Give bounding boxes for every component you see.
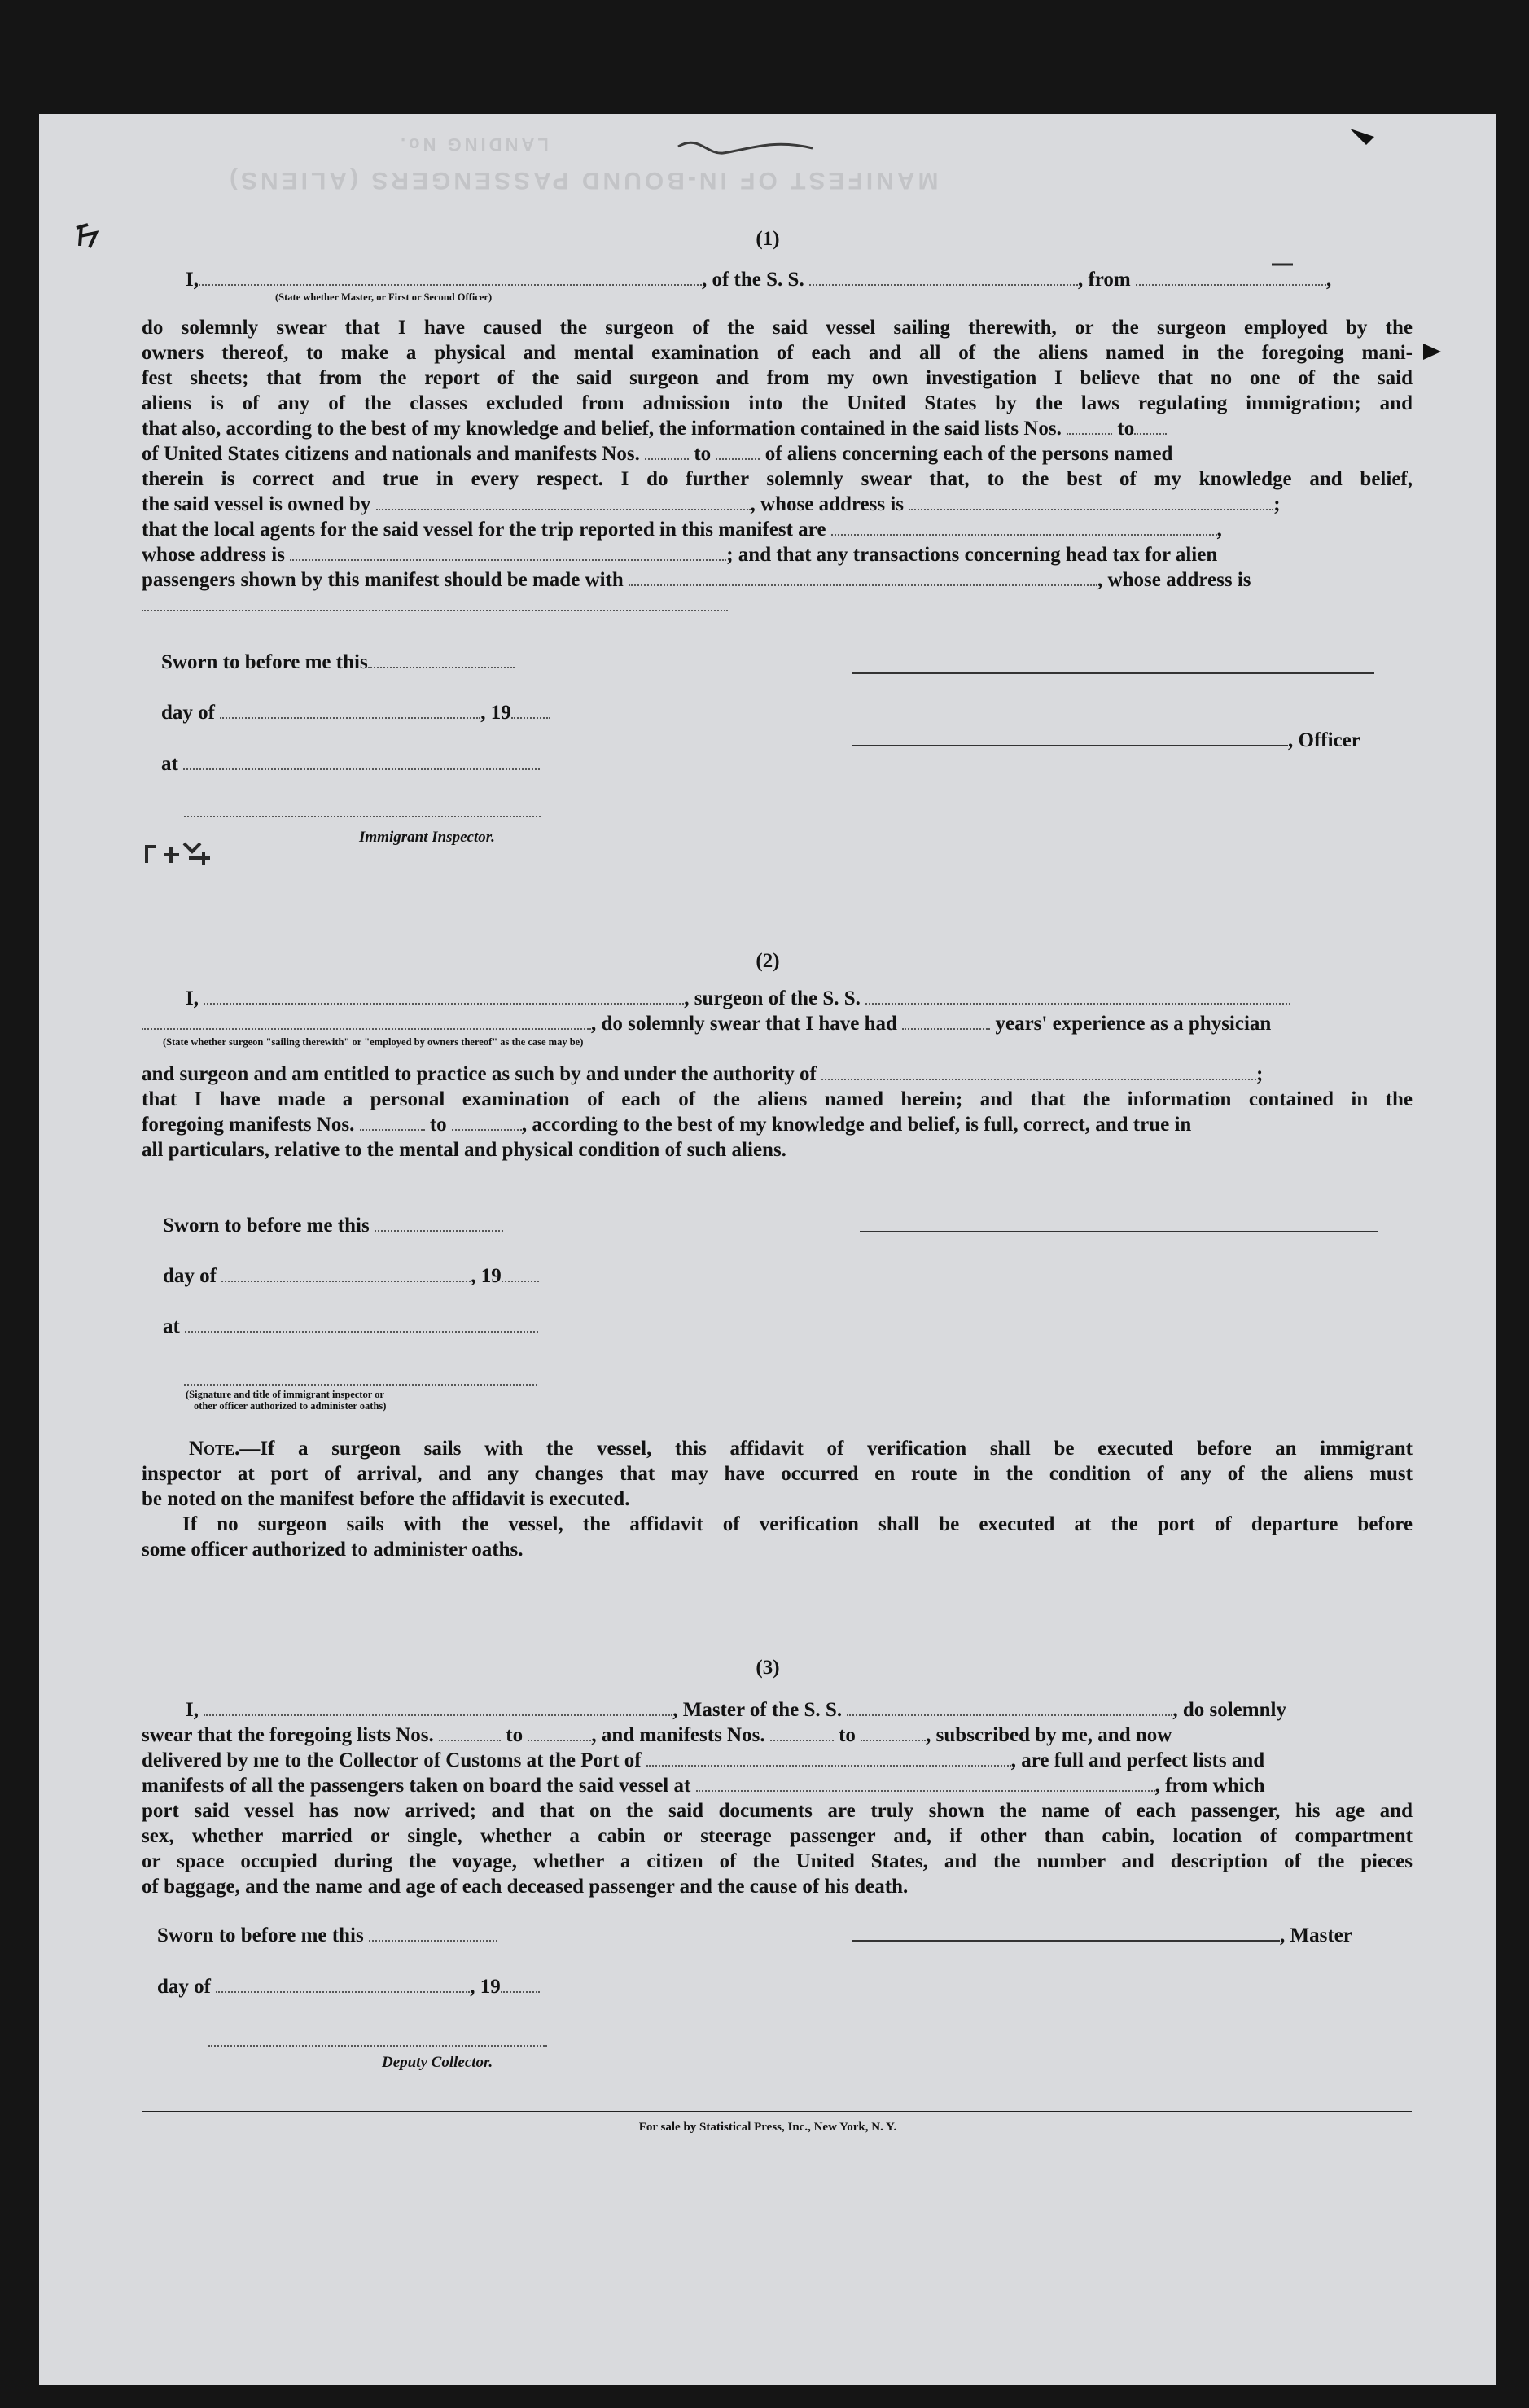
s2-to: to xyxy=(429,1114,447,1136)
s1-day-of: day of xyxy=(161,702,215,724)
s2-sig-caption-1: (Signature and title of immigrant inspector or xyxy=(186,1389,384,1400)
manifest-page xyxy=(39,114,1496,2385)
s3-full-perfect: , are full and perfect lists and xyxy=(1010,1749,1265,1771)
s2-manifests-from-field[interactable] xyxy=(360,1113,425,1131)
s2-p3 xyxy=(142,1112,1191,1137)
s2-note-1-text: —If a surgeon sails with the vessel, this affidavit of verification shall be executed before an immigrant xyxy=(239,1438,1413,1460)
s1-officer-label: , Officer xyxy=(1288,729,1360,751)
s1-inspector-signature-line[interactable] xyxy=(184,816,541,817)
s1-p4: aliens is of any of the classes excluded from admission into the United States by the laws regulating immigration; and xyxy=(142,392,1413,414)
s3-line-5: port said vessel has now arrived; and that on the said documents are truly shown the name of each passenger, his age and xyxy=(142,1800,1413,1822)
s3-taken-at-label: manifests of all the passengers taken on board the said vessel at xyxy=(142,1775,691,1797)
s1-day-row xyxy=(161,700,550,725)
s1-officer-field-2[interactable] xyxy=(852,730,1288,746)
s2-at: at xyxy=(163,1316,180,1338)
s3-line-3 xyxy=(142,1748,1264,1773)
s1-at: at xyxy=(161,753,178,775)
s2-note-2: inspector at port of arrival, and any changes that may have occurred en route in the condition of any of the aliens must xyxy=(142,1463,1413,1485)
s3-year-field[interactable] xyxy=(501,1975,540,1993)
s1-i: I, xyxy=(186,269,199,291)
s1-from-field[interactable] xyxy=(1136,268,1326,286)
footer-rule xyxy=(142,2111,1412,2112)
s1-head-tax-with: passengers shown by this manifest should be made with xyxy=(142,569,624,591)
s1-head-tax-address-field[interactable] xyxy=(142,593,728,611)
s1-from: , from xyxy=(1077,269,1131,291)
s3-master-of-ss: , Master of the S. S. xyxy=(672,1699,843,1721)
s1-p6-text: of United States citizens and nationals and manifests Nos. xyxy=(142,443,640,465)
s2-p4: all particulars, relative to the mental and physical condition of such aliens. xyxy=(142,1139,786,1161)
s2-sworn-label: Sworn to before me this xyxy=(163,1215,370,1237)
form-text xyxy=(39,114,1496,2385)
s2-inspector-signature-line[interactable] xyxy=(184,1384,537,1386)
s2-manifests-to-field[interactable] xyxy=(452,1113,522,1131)
s1-p11 xyxy=(142,567,1251,593)
s2-nineteen: , 19 xyxy=(471,1265,502,1287)
s1-p6 xyxy=(142,441,1172,466)
s3-manifests-to-field[interactable] xyxy=(861,1723,926,1741)
s1-p5-to: to xyxy=(1117,418,1135,440)
s3-line-7: or space occupied during the voyage, whether a citizen of the United States, and the number and description of the pieces xyxy=(142,1850,1413,1872)
s1-p5 xyxy=(142,416,1167,441)
s1-vessel-field[interactable] xyxy=(809,268,1078,286)
s1-owner-field[interactable] xyxy=(376,493,751,510)
s1-officer-signature-line[interactable] xyxy=(852,672,1374,674)
s3-port-field[interactable] xyxy=(646,1749,1011,1767)
show-through-subheader: LANDING No. xyxy=(397,134,549,155)
s3-line-8: of baggage, and the name and age of each deceased passenger and the cause of his death. xyxy=(142,1876,909,1898)
s2-surgeon-type-field[interactable] xyxy=(142,1012,591,1030)
s3-do-solemnly: , do solemnly xyxy=(1172,1699,1286,1721)
s3-manifests-label: , and manifests Nos. xyxy=(591,1724,765,1746)
s3-line-1 xyxy=(186,1697,1286,1723)
s2-surgeon-signature-line[interactable] xyxy=(860,1231,1378,1232)
section-2-number: (2) xyxy=(756,950,780,972)
s3-lists-to: to xyxy=(506,1724,524,1746)
s2-note-3: be noted on the manifest before the affidavit is executed. xyxy=(142,1488,630,1510)
s1-head-tax-text: ; and that any transactions concerning head tax for alien xyxy=(726,544,1218,566)
s2-years-field[interactable] xyxy=(902,1012,990,1030)
s1-p1: do solemnly swear that I have caused the surgeon of the said vessel sailing therewith, or the surgeon employed by the xyxy=(142,317,1413,339)
s1-p9 xyxy=(142,517,1222,542)
s1-line-1 xyxy=(186,267,1331,292)
s3-from-which: , from which xyxy=(1154,1775,1265,1797)
s2-line-1 xyxy=(186,986,1290,1011)
s2-note-5: some officer authorized to administer oaths. xyxy=(142,1539,524,1561)
s3-subscribed: , subscribed by me, and now xyxy=(926,1724,1172,1746)
s3-master-label: , Master xyxy=(1280,1924,1352,1946)
s3-line-2 xyxy=(142,1723,1172,1748)
s2-at-field[interactable] xyxy=(185,1315,538,1333)
s2-note-label: Note. xyxy=(189,1438,240,1460)
s3-day-of: day of xyxy=(157,1976,211,1998)
s3-line-6: sex, whether married or single, whether a cabin or steerage passenger and, if other than cabin, location of compartment xyxy=(142,1825,1413,1847)
s1-p10 xyxy=(142,542,1217,567)
s1-comma: , xyxy=(1326,269,1332,291)
s2-sworn-day-field[interactable] xyxy=(375,1214,503,1232)
s1-at-field[interactable] xyxy=(183,752,540,770)
s1-sworn-label: Sworn to before me this xyxy=(161,651,368,673)
s3-nineteen: , 19 xyxy=(470,1976,501,1998)
s1-owner-address-field[interactable] xyxy=(909,493,1273,510)
s2-according-text: , according to the best of my knowledge and belief, is full, correct, and true in xyxy=(521,1114,1192,1136)
s2-p1 xyxy=(142,1062,1263,1087)
s2-surgeon-of-ss: , surgeon of the S. S. xyxy=(684,987,861,1009)
s1-lists-from-field[interactable] xyxy=(1067,417,1112,435)
s1-owner-address-label: , whose address is xyxy=(750,493,905,515)
s3-master-signature-field[interactable] xyxy=(852,1925,1280,1942)
s1-lists-to-field[interactable] xyxy=(1134,417,1167,435)
s2-authority-label: and surgeon and am entitled to practice as such by and under the authority of xyxy=(142,1063,817,1085)
show-through-header: MANIFEST OF IN-BOUND PASSENGERS (ALIENS) xyxy=(226,167,939,194)
s1-agents-address-field[interactable] xyxy=(290,543,726,561)
s1-manifests-to-field[interactable] xyxy=(716,442,760,460)
s1-semicolon: ; xyxy=(1273,493,1281,515)
s2-day-field[interactable] xyxy=(221,1264,471,1282)
s1-day-field[interactable] xyxy=(220,701,480,719)
s3-lists-label: swear that the foregoing lists Nos. xyxy=(142,1724,434,1746)
s2-manifests-label: foregoing manifests Nos. xyxy=(142,1114,355,1136)
s3-sworn-label: Sworn to before me this xyxy=(157,1924,364,1946)
s3-lists-to-field[interactable] xyxy=(528,1723,591,1741)
s1-p3: fest sheets; that from the report of the said surgeon and from my own investigation I believe that no one of the said xyxy=(142,367,1413,389)
s1-agents-label: that the local agents for the said vessel for the trip reported in this manifest are xyxy=(142,519,826,541)
section-3-number: (3) xyxy=(756,1657,780,1679)
s1-p5-text: that also, according to the best of my knowledge and belief, the information contained in the said lists Nos. xyxy=(142,418,1062,440)
s2-p2: that I have made a personal examination of each of the aliens named herein; and that the information contained in the xyxy=(142,1088,1413,1110)
s1-agents-comma: , xyxy=(1216,519,1222,541)
section-1-number: (1) xyxy=(756,228,780,250)
s1-officer-field[interactable] xyxy=(199,268,702,286)
s3-collector-caption: Deputy Collector. xyxy=(382,2054,493,2071)
s3-manifests-from-field[interactable] xyxy=(770,1723,834,1741)
s2-day-row xyxy=(163,1263,539,1289)
s1-p6-tail: of aliens concerning each of the persons named xyxy=(764,443,1173,465)
s2-years-experience: years' experience as a physician xyxy=(995,1013,1272,1035)
s3-vessel-field[interactable] xyxy=(847,1698,1172,1716)
s3-i: I, xyxy=(186,1699,199,1721)
s3-lists-from-field[interactable] xyxy=(439,1723,501,1741)
s2-vessel-field[interactable] xyxy=(865,987,1290,1005)
s2-year-field[interactable] xyxy=(502,1264,539,1282)
s3-sworn-day-field[interactable] xyxy=(369,1924,497,1942)
s1-at-row xyxy=(161,751,540,777)
s2-note-1 xyxy=(189,1436,1413,1461)
s1-p12 xyxy=(142,593,728,618)
s2-at-row xyxy=(163,1314,538,1339)
s3-master-name-field[interactable] xyxy=(204,1698,672,1716)
s1-head-tax-party-field[interactable] xyxy=(629,568,1097,586)
s1-head-tax-address-label: , whose address is xyxy=(1097,569,1251,591)
s1-year-field[interactable] xyxy=(511,701,550,719)
s1-p2: owners thereof, to make a physical and mental examination of each and all of the aliens named in the foregoing mani- xyxy=(142,342,1413,364)
s2-authority-field[interactable] xyxy=(821,1062,1256,1080)
s1-nineteen: , 19 xyxy=(480,702,511,724)
s2-line-2 xyxy=(142,1011,1271,1036)
s3-day-row xyxy=(157,1974,540,1999)
s2-caption: (State whether surgeon "sailing therewith" or "employed by owners thereof" as the case may be) xyxy=(163,1036,584,1048)
s2-sworn-row xyxy=(163,1213,503,1238)
s3-manifests-to: to xyxy=(839,1724,856,1746)
s3-collector-signature-line[interactable] xyxy=(208,2045,547,2047)
s1-sworn-row xyxy=(161,650,515,675)
s1-p7: therein is correct and true in every respect. I do further solemnly swear that, to the best of my knowledge and belief, xyxy=(142,468,1413,490)
s2-surgeon-name-field[interactable] xyxy=(204,987,684,1005)
s3-sworn-row xyxy=(157,1923,497,1948)
footer-imprint: For sale by Statistical Press, Inc., New York, N. Y. xyxy=(638,2121,897,2134)
s1-inspector-caption: Immigrant Inspector. xyxy=(359,829,495,846)
s1-owned-by: the said vessel is owned by xyxy=(142,493,371,515)
s2-sig-caption-2: other officer authorized to administer oaths) xyxy=(194,1400,387,1412)
s1-p8 xyxy=(142,492,1281,517)
s1-of-ss: , of the S. S. xyxy=(701,269,804,291)
s3-line-4 xyxy=(142,1773,1265,1798)
s3-master-row xyxy=(852,1923,1352,1948)
s1-agents-address-label: whose address is xyxy=(142,544,285,566)
s1-officer-row xyxy=(852,728,1360,753)
s1-caption: (State whether Master, or First or Second Officer) xyxy=(275,291,493,303)
s2-swear-had: , do solemnly swear that I have had xyxy=(591,1013,897,1035)
s2-semicolon: ; xyxy=(1256,1063,1264,1085)
s1-sworn-day-field[interactable] xyxy=(368,650,515,668)
s1-agents-field[interactable] xyxy=(831,518,1217,536)
s2-day-of: day of xyxy=(163,1265,217,1287)
s2-note-4: If no surgeon sails with the vessel, the affidavit of verification shall be executed at the port of departure before xyxy=(182,1513,1413,1535)
s3-taken-at-field[interactable] xyxy=(696,1774,1155,1792)
s1-manifests-from-field[interactable] xyxy=(645,442,689,460)
s3-port-label: delivered by me to the Collector of Customs at the Port of xyxy=(142,1749,642,1771)
s3-day-field[interactable] xyxy=(216,1975,470,1993)
s2-i: I, xyxy=(186,987,199,1009)
s1-p6-to: to xyxy=(694,443,712,465)
